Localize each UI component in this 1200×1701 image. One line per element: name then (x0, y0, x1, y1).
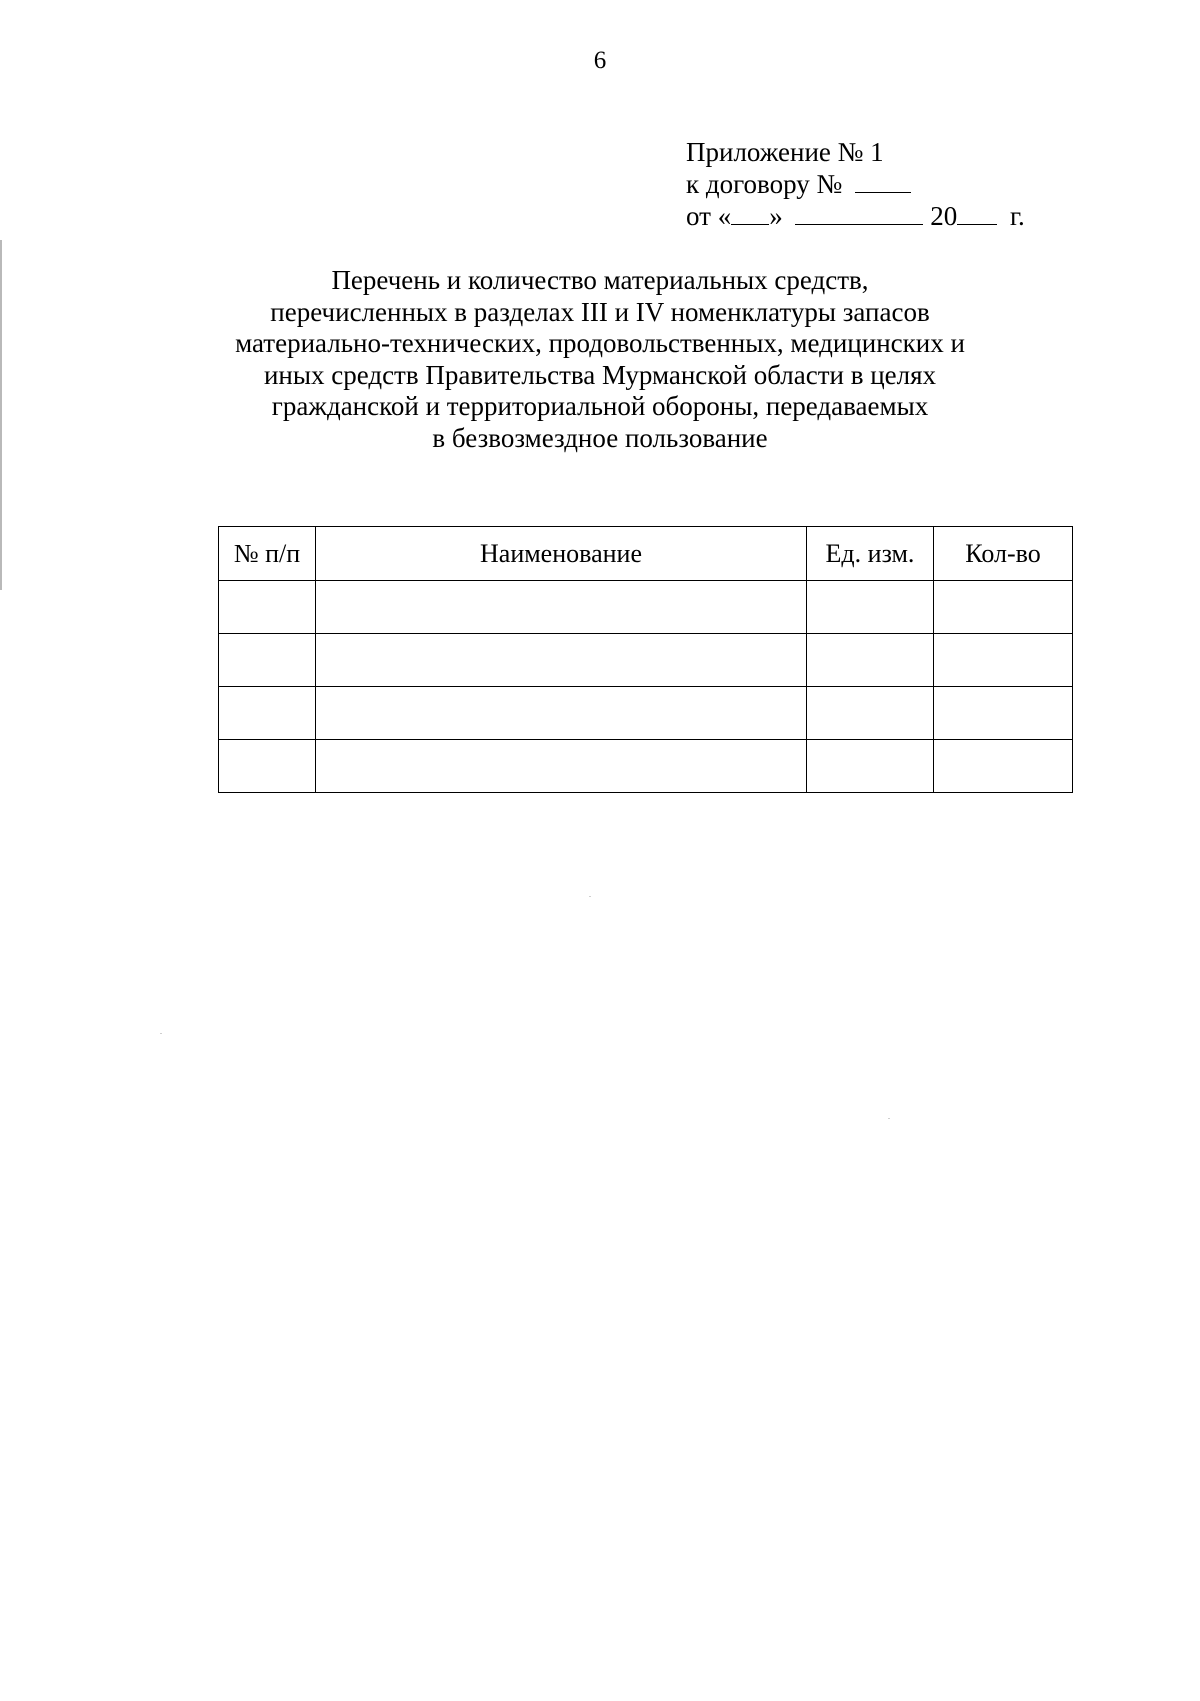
header-row-number: № п/п (219, 527, 316, 581)
table-row (219, 687, 1073, 740)
cell-unit (807, 687, 934, 740)
month-blank (795, 200, 923, 225)
contract-number-line (686, 168, 1025, 200)
materials-table (218, 526, 1073, 793)
title-line: в безвозмездное пользование (432, 422, 768, 453)
cell-row-number (219, 634, 316, 687)
contract-number-label: к договору № (686, 169, 843, 199)
cell-name (316, 581, 807, 634)
cell-quantity (934, 687, 1073, 740)
header-unit: Ед. изм. (807, 527, 934, 581)
table-row (219, 740, 1073, 793)
cell-name (316, 634, 807, 687)
cell-row-number (219, 687, 316, 740)
title-line: Перечень и количество материальных средств, (331, 265, 869, 295)
cell-unit (807, 634, 934, 687)
scan-speck (160, 1033, 162, 1034)
year-prefix: 20 (930, 201, 958, 231)
cell-name (316, 687, 807, 740)
cell-name (316, 740, 807, 793)
document-title (0, 265, 1200, 454)
cell-unit (807, 581, 934, 634)
header-name: Наименование (316, 527, 807, 581)
scan-speck (888, 1118, 890, 1119)
cell-quantity (934, 740, 1073, 793)
day-blank (731, 200, 769, 225)
appendix-reference (686, 136, 1025, 232)
table-row (219, 634, 1073, 687)
appendix-title: Приложение № 1 (686, 137, 884, 167)
cell-quantity (934, 634, 1073, 687)
cell-unit (807, 740, 934, 793)
table-header-row (219, 527, 1073, 581)
year-blank (957, 200, 997, 225)
cell-row-number (219, 740, 316, 793)
scan-speck (589, 896, 591, 897)
title-line: иных средств Правительства Мурманской области в целях (263, 359, 937, 390)
page-number: 6 (593, 47, 607, 74)
table-row (219, 581, 1073, 634)
date-open-quote: от « (686, 201, 732, 231)
title-line: гражданской и территориальной обороны, передаваемых (271, 391, 929, 421)
title-line: перечисленных в разделах III и IV номенклатуры запасов (270, 296, 930, 327)
date-close-quote: » (769, 201, 783, 231)
contract-date-line (686, 200, 1025, 232)
year-suffix: г. (1009, 201, 1025, 231)
header-quantity: Кол-во (934, 527, 1073, 581)
contract-number-blank (855, 168, 911, 193)
cell-quantity (934, 581, 1073, 634)
cell-row-number (219, 581, 316, 634)
title-line: материально-технических, продовольственных, медицинских и (235, 328, 965, 358)
